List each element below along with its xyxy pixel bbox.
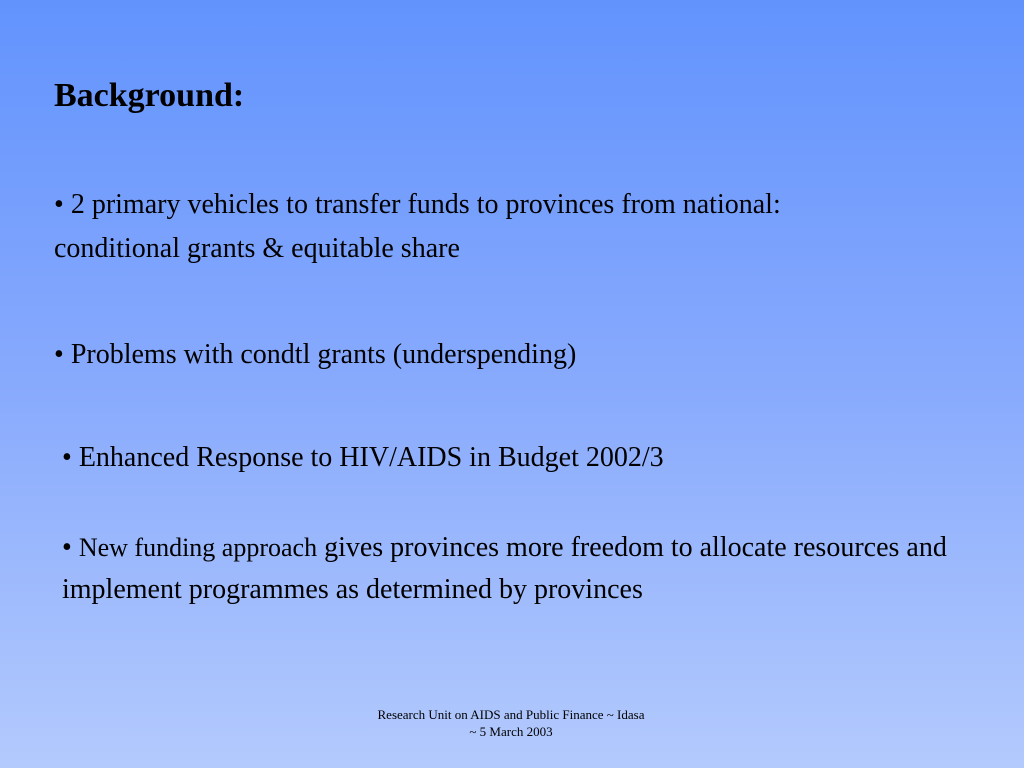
bullet-funding-vehicles <box>54 183 994 271</box>
bullet-text-line2: conditional grants & equitable share <box>54 233 460 264</box>
slide-title: Background: <box>54 77 245 114</box>
bullet-conditional-grant-problems <box>54 333 994 377</box>
bullet-text: Problems with condtl grants (underspending) <box>70 339 577 370</box>
bullet-marker: • <box>62 442 72 473</box>
slide-footer <box>336 706 686 740</box>
bullet-marker: • <box>54 189 64 220</box>
bullet-text: Enhanced Response to HIV/AIDS in Budget 2002/3 <box>78 442 664 473</box>
bullet-marker: • <box>62 532 72 563</box>
bullet-new-funding-approach <box>62 527 982 611</box>
bullet-enhanced-response <box>62 436 992 480</box>
footer-organization: Research Unit on AIDS and Public Finance ~ Idasa <box>377 707 645 722</box>
bullet-text-line1: 2 primary vehicles to transfer funds to provinces from national: <box>70 189 781 220</box>
bullet-lead-text: New funding approach <box>78 533 318 562</box>
bullet-text: gives provinces more freedom to allocate resources and implement programmes as determined by provinces <box>62 532 947 605</box>
footer-date: ~ 5 March 2003 <box>469 724 553 739</box>
bullet-marker: • <box>54 339 64 370</box>
